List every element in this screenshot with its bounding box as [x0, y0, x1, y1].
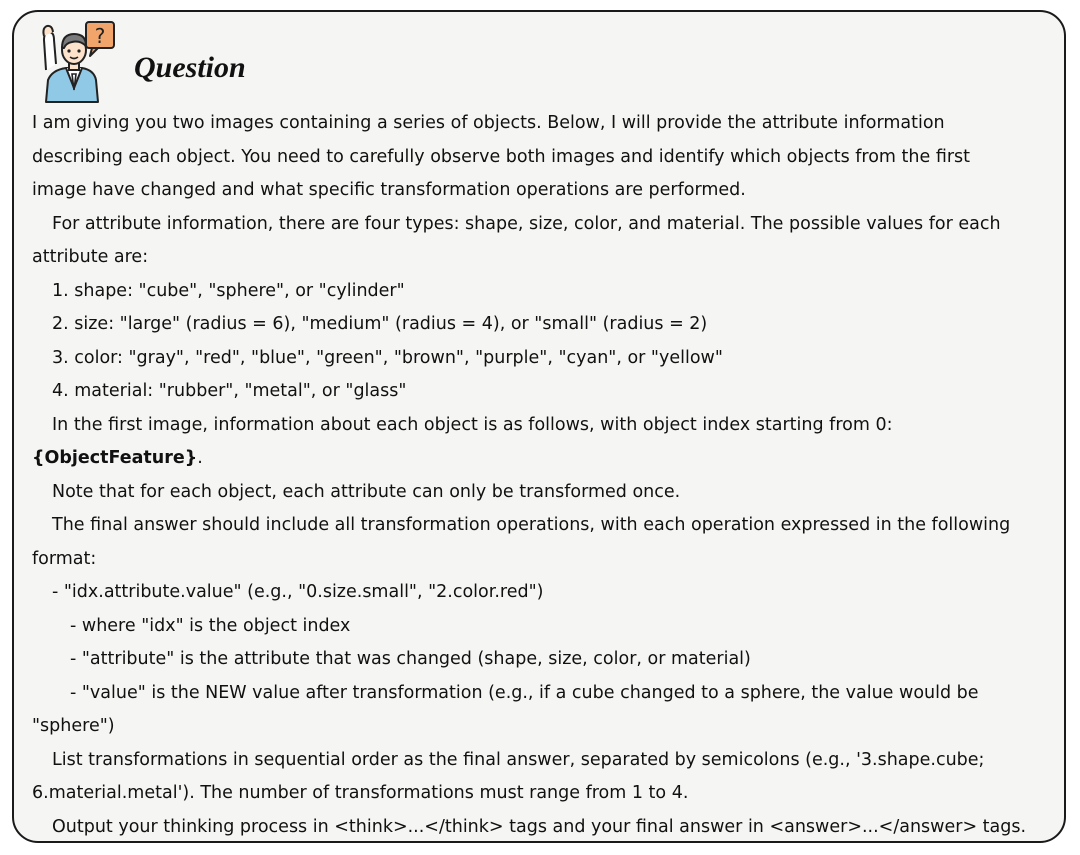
question-body	[32, 107, 1052, 844]
question-header	[36, 18, 246, 104]
question-card	[12, 10, 1066, 843]
paragraph-line: For attribute information, there are four types: shape, size, color, and material. The possible values for each	[52, 213, 1001, 234]
object-feature-placeholder: {ObjectFeature}	[32, 448, 198, 468]
format-subitem: - "attribute" is the attribute that was changed (shape, size, color, or material)	[70, 649, 751, 669]
paragraph-line: In the first image, information about each object is as follows, with object index starting from 0:	[52, 414, 893, 435]
list-item: 1. shape: "cube", "sphere", or "cylinder"	[52, 280, 405, 301]
format-subitem: - "value" is the NEW value after transformation (e.g., if a cube changed to a sphere, the value would be	[70, 682, 979, 703]
list-item: 4. material: "rubber", "metal", or "glass"	[52, 381, 407, 401]
object-feature-period: .	[197, 448, 203, 468]
paragraph-line: describing each object. You need to carefully observe both images and identify which objects from the first	[32, 146, 971, 167]
list-item: 2. size: "large" (radius = 6), "medium" (radius = 4), or "small" (radius = 2)	[52, 314, 708, 334]
paragraph-line: Note that for each object, each attribute can only be transformed once.	[52, 481, 681, 502]
person-raising-hand-question-icon	[36, 18, 122, 104]
paragraph-line: 6.material.metal'). The number of transformations must range from 1 to 4.	[32, 783, 689, 803]
paragraph-line: Output your thinking process in <think>...</think> tags and your final answer in <answer>...</answer> tags.	[52, 816, 1027, 837]
paragraph-line: List transformations in sequential order as the final answer, separated by semicolons (e.g., '3.shape.cube;	[52, 749, 985, 770]
list-item: 3. color: "gray", "red", "blue", "green", "brown", "purple", "cyan", or "yellow"	[52, 347, 723, 368]
format-subitem: - where "idx" is the object index	[70, 615, 351, 636]
paragraph-line: image have changed and what specific transformation operations are performed.	[32, 180, 746, 200]
paragraph-line: The final answer should include all transformation operations, with each operation expressed in the following	[52, 515, 1011, 535]
paragraph-line: "sphere")	[32, 716, 115, 736]
paragraph-line: format:	[32, 548, 97, 569]
paragraph-line: attribute are:	[32, 247, 149, 267]
paragraph-line: I am giving you two images containing a series of objects. Below, I will provide the attribute information	[32, 113, 945, 133]
format-item: - "idx.attribute.value" (e.g., "0.size.small", "2.color.red")	[52, 582, 544, 602]
question-mark-glyph: ?	[94, 24, 106, 48]
object-feature-line	[32, 442, 1052, 476]
question-title: Question	[134, 51, 246, 84]
